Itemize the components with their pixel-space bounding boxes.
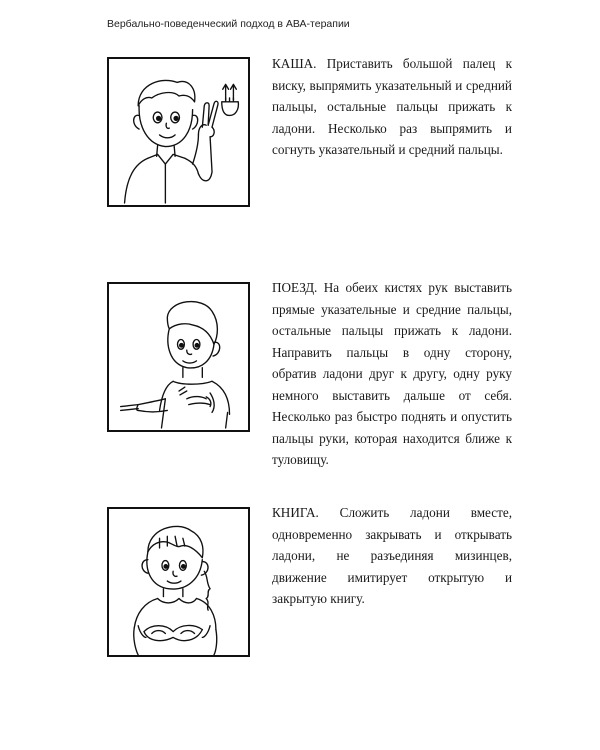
illustration-porridge-sign bbox=[107, 57, 250, 207]
sign-word: ПОЕЗД. bbox=[272, 280, 318, 295]
sign-text: Сложить ладони вместе, одновременно закрывать и открывать ладони, не разъединяя мизинцев, движение имитирует открытую и закрытую книгу. bbox=[272, 505, 512, 606]
sign-word: КНИГА. bbox=[272, 505, 319, 520]
sign-description-train bbox=[272, 277, 512, 471]
illustration-book-sign bbox=[107, 507, 250, 657]
sign-description-porridge bbox=[272, 53, 512, 161]
boy-train-drawing bbox=[109, 284, 248, 430]
boy-porridge-drawing bbox=[109, 59, 248, 205]
girl-book-drawing bbox=[109, 509, 248, 655]
sign-text: Приставить большой палец к виску, выпрямить указательный и средний пальцы, остальные пальцы прижать к ладони. Несколько раз выпрямить и согнуть указательный и средний пальцы. bbox=[272, 56, 512, 157]
illustration-train-sign bbox=[107, 282, 250, 432]
sign-text: На обеих кистях рук выставить прямые указательные и средние пальцы, остальные пальцы прижать к ладони. Направить пальцы в одну сторону, обратив ладони друг к другу, одну руку немного выставить дальше от себя. Несколько раз быстро поднять и опустить пальцы руки, которая находится ближе к туловищу. bbox=[272, 280, 512, 467]
running-header: Вербально-поведенческий подход в АВА-терапии bbox=[107, 18, 350, 30]
sign-word: КАША. bbox=[272, 56, 317, 71]
sign-description-book bbox=[272, 502, 512, 610]
